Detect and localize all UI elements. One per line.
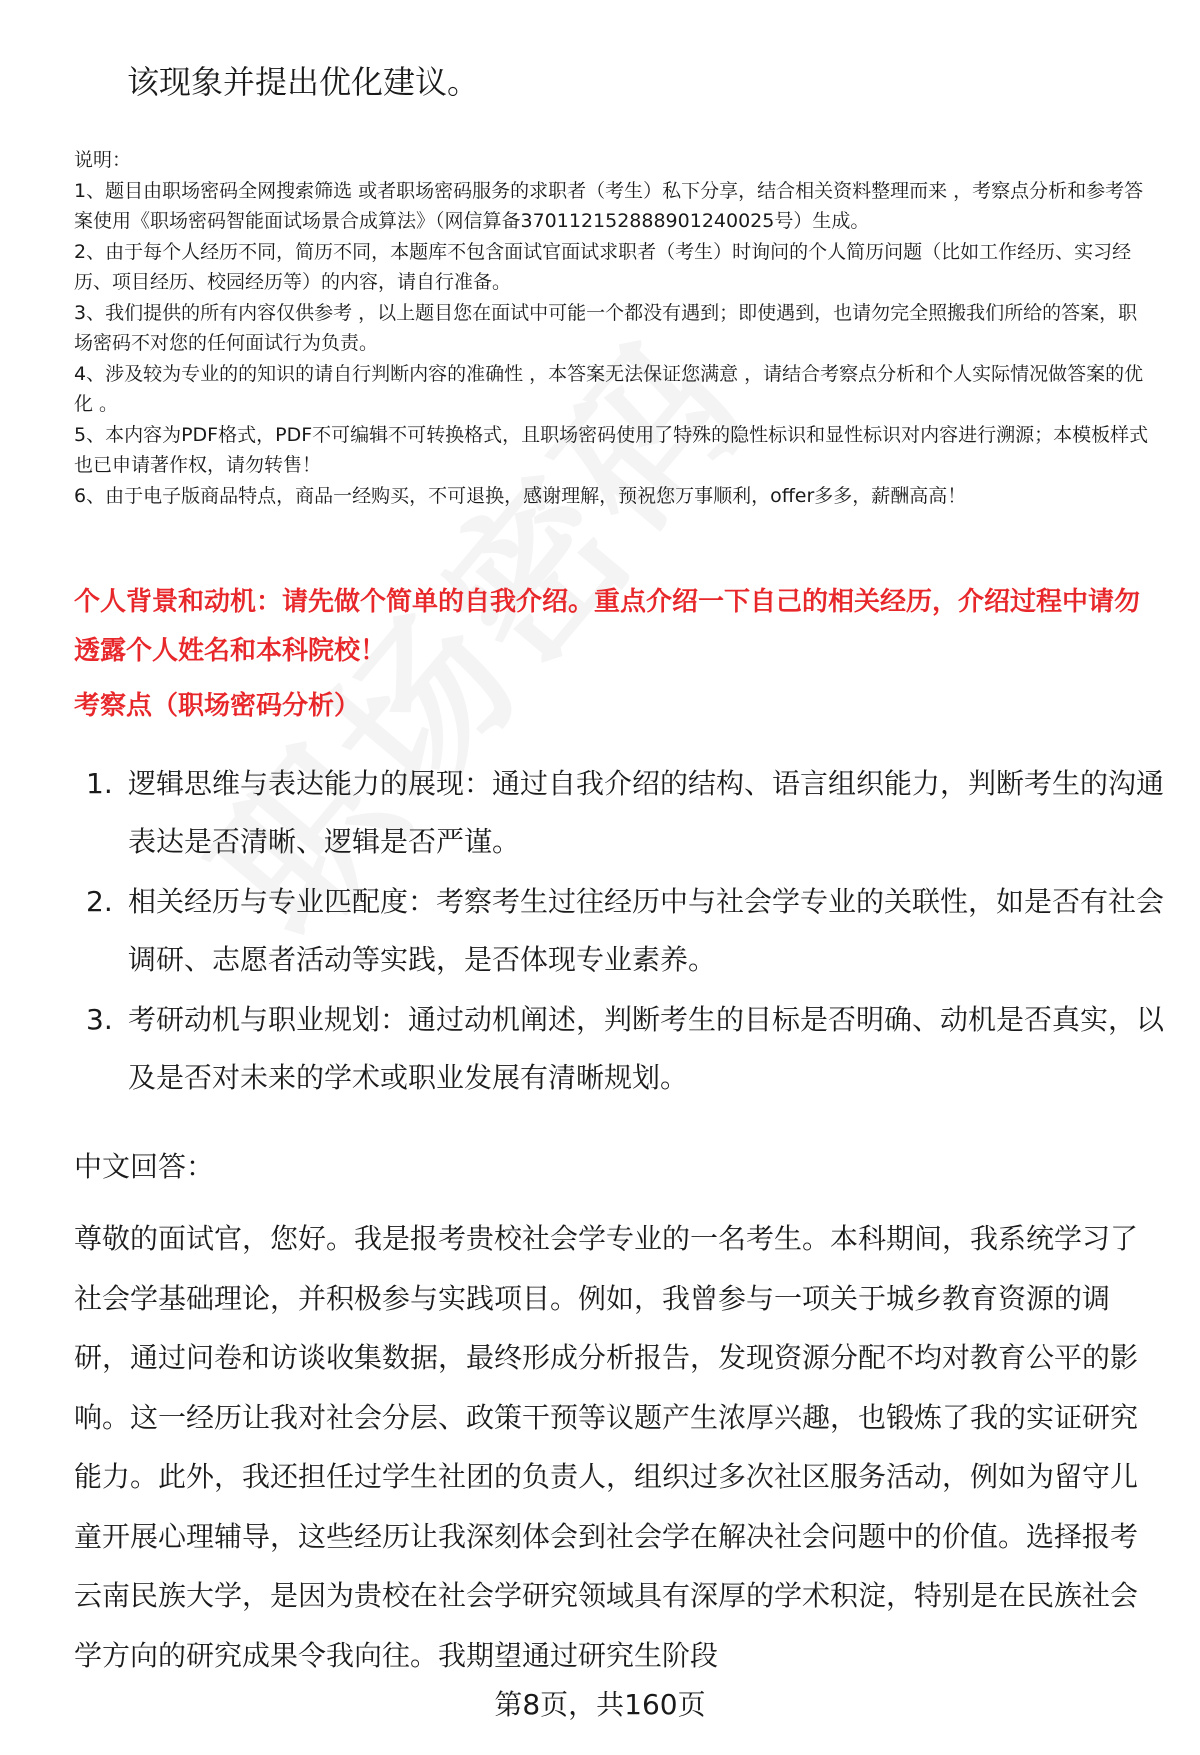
analysis-heading: 考察点（职场密码分析） bbox=[74, 691, 361, 721]
analysis-point bbox=[74, 755, 1164, 871]
note-item: 4、涉及较为专业的的知识的请自行判断内容的准确性 ，本答案无法保证您满意 ，请结合考察点分析和个人实际情况做答案的优化 。 bbox=[74, 362, 1144, 415]
point-number: 2. bbox=[86, 885, 113, 918]
point-text: 逻辑思维与表达能力的展现：通过自我介绍的结构、语言组织能力，判断考生的沟通表达是否清晰、逻辑是否严谨。 bbox=[128, 767, 1165, 858]
page-number-footer: 第8页，共160页 bbox=[494, 1688, 706, 1721]
point-text: 相关经历与专业匹配度：考察考生过往经历中与社会学专业的关联性，如是否有社会调研、志愿者活动等实践，是否体现专业素养。 bbox=[128, 885, 1165, 976]
point-number: 1. bbox=[86, 767, 113, 800]
point-text: 考研动机与职业规划：通过动机阐述，判断考生的目标是否明确、动机是否真实，以及是否对未来的学术或职业发展有清晰规划。 bbox=[128, 1003, 1165, 1094]
note-item: 6、由于电子版商品特点，商品一经购买，不可退换，感谢理解，预祝您万事顺利，offer多多，薪酬高高！ bbox=[74, 484, 967, 507]
notes-section bbox=[74, 145, 1154, 511]
point-number: 3. bbox=[86, 1003, 113, 1036]
answer-label: 中文回答： bbox=[74, 1150, 215, 1183]
analysis-point bbox=[74, 991, 1164, 1107]
question-heading: 个人背景和动机：请先做个简单的自我介绍。重点介绍一下自己的相关经历，介绍过程中请勿透露个人姓名和本科院校！ bbox=[74, 587, 1141, 666]
analysis-point bbox=[74, 873, 1164, 989]
note-item: 5、本内容为PDF格式，PDF不可编辑不可转换格式，且职场密码使用了特殊的隐性标识和显性标识对内容进行溯源；本模板样式也已申请著作权，请勿转售！ bbox=[74, 423, 1149, 476]
continued-question-text: 该现象并提出优化建议。 bbox=[127, 63, 480, 101]
note-item: 1、题目由职场密码全网搜索筛选 或者职场密码服务的求职者（考生）私下分享，结合相关资料整理而来 ，考察点分析和参考答案使用《职场密码智能面试场景合成算法》（网信算备370112152888901240025号）生成。 bbox=[74, 179, 1144, 232]
note-item: 2、由于每个人经历不同，简历不同，本题库不包含面试官面试求职者（考生）时询问的个人简历问题（比如工作经历、实习经历、项目经历、校园经历等）的内容，请自行准备。 bbox=[74, 240, 1132, 293]
answer-text: 尊敬的面试官，您好。我是报考贵校社会学专业的一名考生。本科期间，我系统学习了社会学基础理论，并积极参与实践项目。例如，我曾参与一项关于城乡教育资源的调研，通过问卷和访谈收集数据，最终形成分析报告，发现资源分配不均对教育公平的影响。这一经历让我对社会分层、政策干预等议题产生浓厚兴趣，也锻炼了我的实证研究能力。此外，我还担任过学生社团的负责人，组织过多次社区服务活动，例如为留守儿童开展心理辅导，这些经历让我深刻体会到社会学在解决社会问题中的价值。选择报考云南民族大学，是因为贵校在社会学研究领域具有深厚的学术积淀，特别是在民族社会学方向的研究成果令我向往。我期望通过研究生阶段 bbox=[74, 1222, 1139, 1672]
note-item: 3、我们提供的所有内容仅供参考 ，以上题目您在面试中可能一个都没有遇到；即使遇到，也请勿完全照搬我们所给的答案，职场密码不对您的任何面试行为负责。 bbox=[74, 301, 1138, 354]
analysis-points-list bbox=[74, 755, 1164, 1109]
notes-title: 说明： bbox=[74, 149, 132, 171]
